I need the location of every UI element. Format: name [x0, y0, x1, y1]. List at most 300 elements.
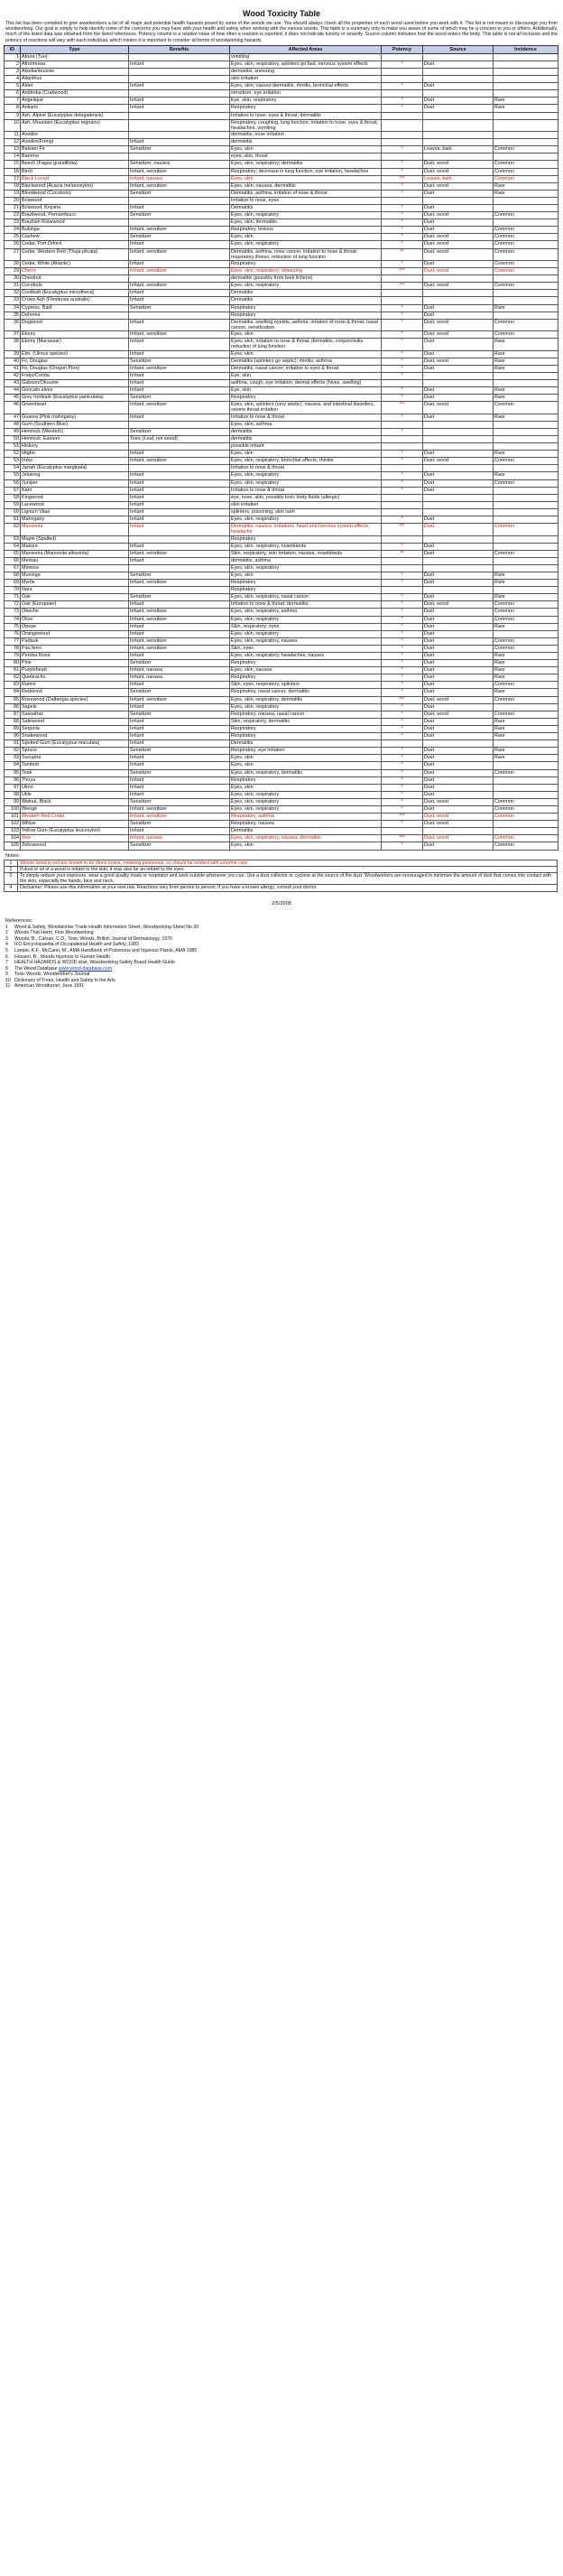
- cell-inc: Common: [494, 234, 558, 241]
- table-row: [5, 69, 558, 76]
- cell-ben: Irritant: [129, 682, 230, 689]
- table-row: [5, 119, 558, 131]
- cell-pot: *: [382, 725, 423, 732]
- cell-inc: [494, 197, 558, 204]
- cell-inc: Rare: [494, 594, 558, 601]
- cell-src: Dust: [423, 645, 494, 652]
- column-header-potency: Potency: [382, 45, 423, 53]
- table-row: [5, 146, 558, 153]
- cell-inc: Rare: [494, 395, 558, 402]
- cell-ben: Irritant: [129, 290, 230, 297]
- reference-number: 3: [5, 935, 8, 942]
- cell-src: Dust: [423, 653, 494, 660]
- cell-id: 84: [5, 689, 21, 696]
- cell-src: Dust: [423, 83, 494, 90]
- table-row: [5, 689, 558, 696]
- cell-ben: Irritant, sensitizer: [129, 331, 230, 339]
- table-row: [5, 414, 558, 421]
- cell-inc: Common: [494, 260, 558, 267]
- cell-aff: Eyes, skin: [230, 784, 382, 791]
- cell-type: Afzelia/doussie: [21, 69, 129, 76]
- cell-aff: Eyes, skin, respiratory: [230, 791, 382, 798]
- cell-src: Dust: [423, 219, 494, 227]
- table-row: [5, 387, 558, 395]
- cell-aff: Dermatitis, asthma, nose cancer, irritation to nose & throat; respiratory illness, reduction of lung function: [230, 248, 382, 260]
- cell-id: 5: [5, 83, 21, 90]
- reference-number: 4: [5, 942, 8, 948]
- cell-src: Dust, wood: [423, 182, 494, 190]
- cell-ben: Sensitizer: [129, 428, 230, 435]
- intro-paragraph: This list has been compiled to give woodworkers a list of all major and potential health hazards posed by some of the woods we use. You should always check all the properties of each wood used before you work with it. This list is not meant to discourage you from woodworking. Our goal is simply to help identify some of the concerns you may have with your health and safety when working with the various woods. This table is a summary only to make you aware of some of which may be a concern to you or others. Additionally, much of the listed data was obtained from the listed references. Potency column is a relative value of how often a reaction is reported; it does not indicate toxicity or severity. Source column indicates how the wood enters the body. This table is not all inclusive and the potency of reactions will vary with each individual, which means it is important to consider all forms of woodworking hazards.: [5, 21, 558, 43]
- cell-ben: Irritant, sensitizer: [129, 182, 230, 190]
- cell-pot: *: [382, 645, 423, 652]
- cell-pot: *: [382, 319, 423, 330]
- cell-inc: Rare: [494, 190, 558, 197]
- cell-src: Dust: [423, 339, 494, 350]
- cell-pot: *: [382, 580, 423, 587]
- cell-pot: *: [382, 146, 423, 153]
- cell-src: [423, 587, 494, 594]
- reference-text: Woods, B., Calnan, C.D., Toxic Woods, British Journal of Dermatology, 1976: [14, 935, 172, 942]
- reference-number: 10: [5, 977, 11, 983]
- cell-src: Dust: [423, 703, 494, 711]
- cell-aff: Eyes, skin; causes dermatitis, rhinitis, bronchial effects: [230, 83, 382, 90]
- cell-inc: Common: [494, 835, 558, 842]
- table-row: [5, 465, 558, 472]
- cell-id: 95: [5, 769, 21, 777]
- cell-ben: Irritant: [129, 98, 230, 105]
- cell-type: Ramin: [21, 682, 129, 689]
- cell-aff: Respiratory: [230, 105, 382, 112]
- cell-src: [423, 740, 494, 748]
- cell-pot: *: [382, 630, 423, 637]
- cell-src: Dust: [423, 98, 494, 105]
- note-number: 3: [5, 872, 18, 884]
- cell-aff: Skin, eyes: [230, 645, 382, 652]
- cell-pot: [382, 494, 423, 501]
- table-row: [5, 212, 558, 219]
- cell-id: 31: [5, 283, 21, 290]
- cell-pot: *: [382, 331, 423, 339]
- cell-pot: *: [382, 674, 423, 682]
- cell-pot: [382, 119, 423, 131]
- cell-id: 34: [5, 304, 21, 312]
- cell-inc: [494, 372, 558, 379]
- cell-id: 83: [5, 682, 21, 689]
- cell-src: Dust: [423, 472, 494, 479]
- cell-id: 52: [5, 451, 21, 458]
- cell-id: 102: [5, 821, 21, 828]
- table-row: [5, 791, 558, 798]
- table-row: [5, 487, 558, 494]
- cell-pot: *: [382, 219, 423, 227]
- cell-id: 41: [5, 365, 21, 372]
- table-row: [5, 564, 558, 572]
- cell-inc: [494, 69, 558, 76]
- reference-number: 8: [5, 965, 8, 972]
- cell-id: 22: [5, 212, 21, 219]
- cell-pot: *: [382, 60, 423, 68]
- cell-src: [423, 119, 494, 131]
- table-row: [5, 153, 558, 161]
- cell-ben: Sensitizer: [129, 304, 230, 312]
- table-row: [5, 268, 558, 275]
- table-row: [5, 828, 558, 835]
- cell-inc: [494, 119, 558, 131]
- note-text: If dust or oil of a wood is irritant to the skin, it may also be an irritant to the eyes.: [18, 866, 558, 872]
- cell-aff: Eyes, skin, respiratory, nosebleeds: [230, 543, 382, 550]
- table-row: [5, 645, 558, 652]
- cell-ben: Irritant, nausea: [129, 667, 230, 674]
- cell-id: 30: [5, 275, 21, 283]
- cell-ben: Irritant: [129, 718, 230, 725]
- cell-inc: [494, 205, 558, 212]
- cell-ben: Irritant, sensitizer: [129, 609, 230, 616]
- cell-aff: Respiratory, lesions: [230, 227, 382, 234]
- cell-inc: [494, 139, 558, 146]
- cell-ben: Irritant: [129, 387, 230, 395]
- cell-aff: Eyes, skin: [230, 842, 382, 850]
- cell-inc: [494, 535, 558, 543]
- cell-src: [423, 465, 494, 472]
- cell-aff: Eyes, skin, respiratory: [230, 798, 382, 805]
- cell-inc: [494, 53, 558, 60]
- cell-type: Western Red Cedar: [21, 814, 129, 821]
- cell-ben: Irritant, nausea: [129, 835, 230, 842]
- cell-inc: [494, 543, 558, 550]
- cell-pot: *: [382, 372, 423, 379]
- cell-inc: Rare: [494, 725, 558, 732]
- table-row: [5, 297, 558, 304]
- cell-aff: Eyes, skin, respiratory, dermatitis: [230, 769, 382, 777]
- cell-src: [423, 557, 494, 564]
- cell-id: 97: [5, 784, 21, 791]
- cell-inc: Rare: [494, 304, 558, 312]
- cell-aff: Eyes, skin, respiratory, dermatitis: [230, 696, 382, 703]
- cell-src: Dust: [423, 205, 494, 212]
- references-label: References:: [5, 917, 33, 924]
- cell-aff: Irritation to nose & throat; dermatitis: [230, 601, 382, 609]
- column-header-incidence: Incidence: [494, 45, 558, 53]
- cell-id: 72: [5, 601, 21, 609]
- cell-type: Gaboon/Okoume: [21, 380, 129, 387]
- cell-pot: [382, 139, 423, 146]
- cell-src: [423, 275, 494, 283]
- cell-src: [423, 139, 494, 146]
- table-row: [5, 190, 558, 197]
- cell-aff: Eye, skin, respiratory: [230, 98, 382, 105]
- cell-ben: Irritant: [129, 733, 230, 740]
- cell-inc: [494, 132, 558, 139]
- cell-ben: Irritant: [129, 414, 230, 421]
- table-row: [5, 755, 558, 762]
- table-row: [5, 451, 558, 458]
- table-row: [5, 98, 558, 105]
- cell-aff: Eyes, skin: [230, 146, 382, 153]
- cell-ben: [129, 69, 230, 76]
- cell-pot: *: [382, 358, 423, 365]
- cell-type: Merbau: [21, 557, 129, 564]
- cell-pot: *: [382, 637, 423, 645]
- cell-id: 46: [5, 402, 21, 414]
- cell-src: Dust: [423, 350, 494, 358]
- cell-type: Ash, Mountain (Eucalyptus regnans): [21, 119, 129, 131]
- cell-type: Spotted Gum (Eucalyptus maculata): [21, 740, 129, 748]
- cell-src: Dust: [423, 395, 494, 402]
- cell-id: 71: [5, 594, 21, 601]
- cell-inc: Common: [494, 331, 558, 339]
- cell-inc: Common: [494, 268, 558, 275]
- cell-id: 64: [5, 543, 21, 550]
- cell-id: 90: [5, 733, 21, 740]
- cell-aff: Eyes, skin; nausea, dermatitis: [230, 182, 382, 190]
- cell-src: Dust: [423, 105, 494, 112]
- cell-inc: Rare: [494, 623, 558, 630]
- cell-type: Dogwood: [21, 319, 129, 330]
- cell-pot: [382, 740, 423, 748]
- cell-ben: [129, 112, 230, 119]
- cell-id: 49: [5, 428, 21, 435]
- cell-type: Obeche: [21, 609, 129, 616]
- note-row: [5, 885, 558, 891]
- note-row: [5, 860, 558, 866]
- cell-type: Sassafras: [21, 711, 129, 718]
- cell-type: Balsam Fir: [21, 146, 129, 153]
- cell-inc: Rare: [494, 580, 558, 587]
- cell-src: [423, 197, 494, 204]
- table-row: [5, 601, 558, 609]
- cell-src: Dust: [423, 755, 494, 762]
- cell-type: Lacewood: [21, 501, 129, 508]
- cell-type: Teak: [21, 769, 129, 777]
- cell-type: Boxwood: [21, 197, 129, 204]
- cell-ben: Sensitizer: [129, 798, 230, 805]
- cell-pot: [382, 112, 423, 119]
- cell-ben: Sensitizer: [129, 821, 230, 828]
- cell-pot: *: [382, 350, 423, 358]
- table-row: [5, 479, 558, 487]
- table-row: [5, 587, 558, 594]
- cell-aff: Eyes, skin: [230, 331, 382, 339]
- cell-inc: Common: [494, 711, 558, 718]
- cell-aff: Respiratory: [230, 674, 382, 682]
- cell-inc: Common: [494, 550, 558, 557]
- cell-aff: dermatitis: [230, 139, 382, 146]
- cell-aff: Eyes, skin, respiratory, bronchial effects, rhinitis: [230, 458, 382, 465]
- table-row: [5, 508, 558, 516]
- cell-ben: [129, 275, 230, 283]
- cell-pot: *: [382, 451, 423, 458]
- cell-id: 50: [5, 435, 21, 442]
- cell-aff: asthma, cough, eye irritation; dermal effects (hives, swelling): [230, 380, 382, 387]
- note-row: [5, 872, 558, 884]
- cell-ben: Sensitizer: [129, 572, 230, 579]
- cell-pot: *: [382, 653, 423, 660]
- cell-aff: Eyes, skin: [230, 350, 382, 358]
- cell-src: Dust: [423, 769, 494, 777]
- cell-ben: Sensitizer: [129, 689, 230, 696]
- cell-pot: *: [382, 791, 423, 798]
- cell-pot: [382, 53, 423, 60]
- cell-type: Zebrawood: [21, 842, 129, 850]
- table-row: [5, 248, 558, 260]
- table-row: [5, 304, 558, 312]
- cell-ben: [129, 421, 230, 428]
- cell-type: Avodire/Frengi: [21, 139, 129, 146]
- cell-pot: *: [382, 718, 423, 725]
- cell-id: 20: [5, 197, 21, 204]
- cell-aff: Eyes, skin, respiratory, splinters go bad, nervous system effects: [230, 60, 382, 68]
- cell-id: 96: [5, 777, 21, 784]
- cell-src: Dust, wood: [423, 161, 494, 168]
- cell-inc: Rare: [494, 660, 558, 667]
- cell-type: Coolibah (Eucalyptus microtheca): [21, 290, 129, 297]
- cell-id: 1: [5, 53, 21, 60]
- cell-src: Dust, wood: [423, 168, 494, 175]
- cell-id: 74: [5, 616, 21, 623]
- cell-pot: *: [382, 479, 423, 487]
- cell-ben: Irritant: [129, 516, 230, 524]
- cell-ben: Irritant, nausea: [129, 175, 230, 182]
- cell-pot: [382, 443, 423, 451]
- cell-aff: Respiratory, eye irritation: [230, 748, 382, 755]
- cell-aff: Dermatitis, asthma, irritation of nose & throat: [230, 190, 382, 197]
- cell-inc: Rare: [494, 182, 558, 190]
- cell-id: 89: [5, 725, 21, 732]
- cell-src: [423, 828, 494, 835]
- table-row: [5, 580, 558, 587]
- cell-pot: [382, 380, 423, 387]
- table-row: [5, 535, 558, 543]
- cell-id: 78: [5, 645, 21, 652]
- cell-ben: Irritant: [129, 784, 230, 791]
- table-row: [5, 674, 558, 682]
- reference-text: Dictionary of Trees, Health and Safety in the Arts: [14, 977, 115, 983]
- cell-src: [423, 535, 494, 543]
- reference-number: 9: [5, 972, 8, 978]
- cell-id: 60: [5, 508, 21, 516]
- cell-id: 91: [5, 740, 21, 748]
- reference-number: 2: [5, 930, 8, 936]
- cell-type: Hemlock, Eastern: [21, 435, 129, 442]
- reference-text: HEALTH HAZARDS & WOOD dust, Woodworking Safety Board Health Guide: [14, 960, 175, 966]
- cell-id: 75: [5, 623, 21, 630]
- reference-item: [5, 972, 558, 978]
- table-row: [5, 784, 558, 791]
- table-row: [5, 798, 558, 805]
- cell-id: 62: [5, 524, 21, 535]
- cell-id: 19: [5, 190, 21, 197]
- cell-aff: Respiratory: [230, 587, 382, 594]
- cell-ben: Sensitizer: [129, 769, 230, 777]
- cell-pot: *: [382, 769, 423, 777]
- cell-aff: skin irritation: [230, 76, 382, 83]
- cell-id: 86: [5, 703, 21, 711]
- cell-pot: *: [382, 609, 423, 616]
- cell-type: Crows Ash (Flindersia australis): [21, 297, 129, 304]
- cell-ben: [129, 53, 230, 60]
- table-row: [5, 112, 558, 119]
- cell-type: Purpleheart: [21, 667, 129, 674]
- cell-inc: Rare: [494, 733, 558, 740]
- cell-aff: dermatitis: [230, 435, 382, 442]
- cell-aff: Eyes, skin, nausea: [230, 667, 382, 674]
- cell-inc: [494, 380, 558, 387]
- cell-inc: Rare: [494, 414, 558, 421]
- cell-pot: *: [382, 182, 423, 190]
- cell-pot: [382, 90, 423, 98]
- cell-src: [423, 290, 494, 297]
- cell-pot: ***: [382, 835, 423, 842]
- cell-src: Dust, wood: [423, 319, 494, 330]
- table-row: [5, 331, 558, 339]
- reference-text: Woods That Harm, Fine Woodworking: [14, 930, 94, 936]
- cell-pot: *: [382, 805, 423, 813]
- cell-pot: *: [382, 572, 423, 579]
- cell-id: 67: [5, 564, 21, 572]
- cell-inc: Rare: [494, 98, 558, 105]
- cell-aff: Respiratory: [230, 312, 382, 319]
- cell-ben: Irritant: [129, 725, 230, 732]
- table-row: [5, 197, 558, 204]
- cell-src: Dust: [423, 190, 494, 197]
- table-row: [5, 139, 558, 146]
- cell-ben: Irritant: [129, 524, 230, 535]
- table-row: [5, 616, 558, 623]
- cell-ben: [129, 587, 230, 594]
- reference-number: 5: [5, 947, 8, 953]
- cell-type: Sequoia: [21, 725, 129, 732]
- table-row: [5, 161, 558, 168]
- cell-type: Freijo/Cordia: [21, 372, 129, 379]
- cell-aff: Respiratory: [230, 660, 382, 667]
- table-row: [5, 557, 558, 564]
- cell-pot: [382, 197, 423, 204]
- table-row: [5, 241, 558, 248]
- notes-table: [4, 860, 558, 892]
- cell-aff: dermatitis, sneezing: [230, 69, 382, 76]
- table-row: [5, 421, 558, 428]
- cell-pot: [382, 435, 423, 442]
- reference-link[interactable]: www.wood-database.com: [58, 965, 113, 972]
- cell-ben: Irritant, sensitizer: [129, 168, 230, 175]
- cell-inc: [494, 112, 558, 119]
- table-row: [5, 472, 558, 479]
- cell-inc: [494, 428, 558, 435]
- reference-item: [5, 925, 558, 931]
- cell-ben: Irritant: [129, 557, 230, 564]
- cell-ben: Irritant, sensitizer: [129, 458, 230, 465]
- cell-aff: Eyes, skin: [230, 451, 382, 458]
- cell-pot: *: [382, 458, 423, 465]
- cell-src: Dust: [423, 667, 494, 674]
- cell-inc: Common: [494, 682, 558, 689]
- cell-type: Satinwood: [21, 718, 129, 725]
- cell-pot: [382, 153, 423, 161]
- cell-src: Dust: [423, 637, 494, 645]
- cell-aff: Eyes, skin: [230, 572, 382, 579]
- cell-src: Dust: [423, 365, 494, 372]
- table-body: [5, 53, 558, 850]
- cell-aff: Dermatitis, nausea, irritations, heart and nervous system effects, headache: [230, 524, 382, 535]
- cell-type: Thuya: [21, 777, 129, 784]
- cell-aff: Eye, skin: [230, 372, 382, 379]
- cell-type: Baroma: [21, 153, 129, 161]
- cell-ben: Irritant, sensitizer: [129, 645, 230, 652]
- cell-type: Bloodwood (Cocobolo): [21, 190, 129, 197]
- cell-pot: ***: [382, 524, 423, 535]
- cell-id: 104: [5, 835, 21, 842]
